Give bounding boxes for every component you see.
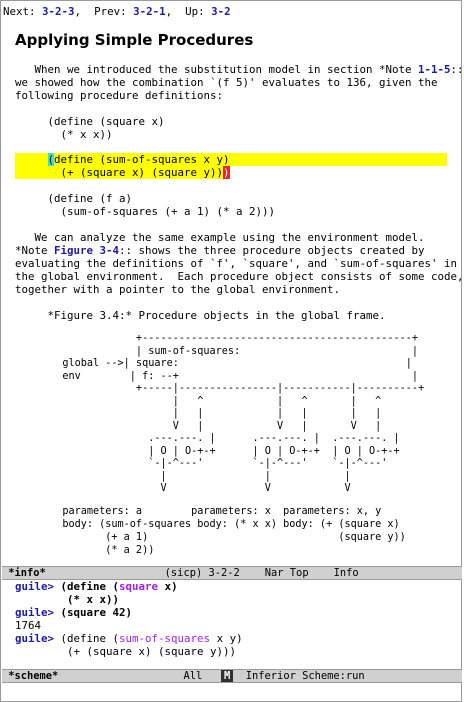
diagram-line: V | V | V | [1,420,382,432]
diagram-line: | sum-of-squares: | [1,345,419,357]
diagram-line: (+ a 1) (square y)) [1,532,406,543]
text-line: we showed how the combination `(f 5)' evaluates to 136, given the [15,76,438,89]
diagram-line: V V V [1,483,351,494]
repl-prompt: guile> [15,580,55,593]
text-line: following procedure definitions: [15,89,224,102]
text-line: *Note Figure 3-4:: shows the three procedure objects created by [15,244,425,257]
text-line: the global environment. Each procedure object consists of some code, [15,270,464,283]
code-line: (* x x)) [15,128,113,141]
info-nav-header: Next: 3-2-3, Prev: 3-2-1, Up: 3-2 [3,5,231,18]
text-line: We can analyze the same example using the environment model. [15,231,425,244]
info-mode-line[interactable] [2,566,462,580]
diagram-line: | | | [1,470,351,482]
code-line: (define (square x) [15,115,165,128]
buffer-name: *info* [8,567,46,579]
scheme-mode-line[interactable] [2,669,462,683]
diagram-line: | | | | | | [1,408,382,419]
repl-input-line: guile> (define (sum-of-squares x y) [15,632,243,645]
repl-output-line: 1764 [15,619,42,632]
major-mode: Inferior Scheme:run [245,670,365,682]
repl-input-line: guile> (square 42) [15,606,133,619]
matching-paren: ( [47,153,55,166]
buffer-name: *scheme* [8,670,59,682]
repl-input-line: (+ (square x) (square y))) [15,645,237,658]
diagram-line: .---.---. | .---.---. | .---.---. | [1,433,400,444]
diagram-line: +--------------------------------------------+ [1,333,419,344]
code-line: (sum-of-squares (+ a 1) (* a 2))) [15,205,276,218]
narrow-indicator: Nar Top [264,567,309,579]
repl-input-line: guile> (define (square x) [15,580,178,593]
up-node-link[interactable]: 3-2 [211,5,231,18]
diagram-line: (* a 2)) [1,545,155,556]
xref-link-figure-3-4[interactable]: Figure 3-4 [54,244,120,257]
figure-caption: *Figure 3.4:* Procedure objects in the global frame. [15,309,386,322]
xref-link-1-1-5[interactable]: 1-1-5 [418,63,451,76]
repl-input-line: (* x x)) [15,593,120,606]
repl-prompt: guile> [15,606,55,619]
text-line: evaluating the definitions of `f', `square', and `sum-of-squares' in [15,257,458,270]
diagram-line: +-----|----------------|-----------|----------+ [1,383,425,394]
code-line: (define (f a) [15,192,133,205]
text-line: When we introduced the substitution model in section *Note 1-1-5:: [15,63,464,76]
diagram-line: | ^ | ^ | ^ [1,395,382,407]
highlighted-code-line: (+ (square x) (square y))) [15,166,230,179]
prev-node-link[interactable]: 3-2-1 [133,5,166,18]
diagram-line: | O | O-+-+ | O | O-+-+ | O | O-+-+ [1,445,400,457]
highlighted-code-line: (define (sum-of-squares x y) [15,153,447,166]
diagram-line: parameters: a parameters: x parameters: x, y [1,506,382,517]
node-name: (sicp) 3-2-2 [164,567,240,579]
modified-badge: M [221,670,233,682]
page-title: Applying Simple Procedures [15,31,254,49]
repl-prompt: guile> [15,632,55,645]
buffer-position: All [183,670,203,682]
diagram-line: `-|-^---' `-|-^---' `-|-^---' [1,458,388,469]
diagram-line: body: (sum-of-squares body: (* x x) body: (+ (square x) [1,519,400,530]
diagram-line: env | f: --+ | [1,370,419,382]
major-mode: Info [333,567,359,579]
text-line: together with a pointer to the global environment. [15,283,341,296]
next-node-link[interactable]: 3-2-3 [42,5,75,18]
text-cursor[interactable]: ) [223,166,230,179]
diagram-line: global -->| square: | [1,358,412,369]
